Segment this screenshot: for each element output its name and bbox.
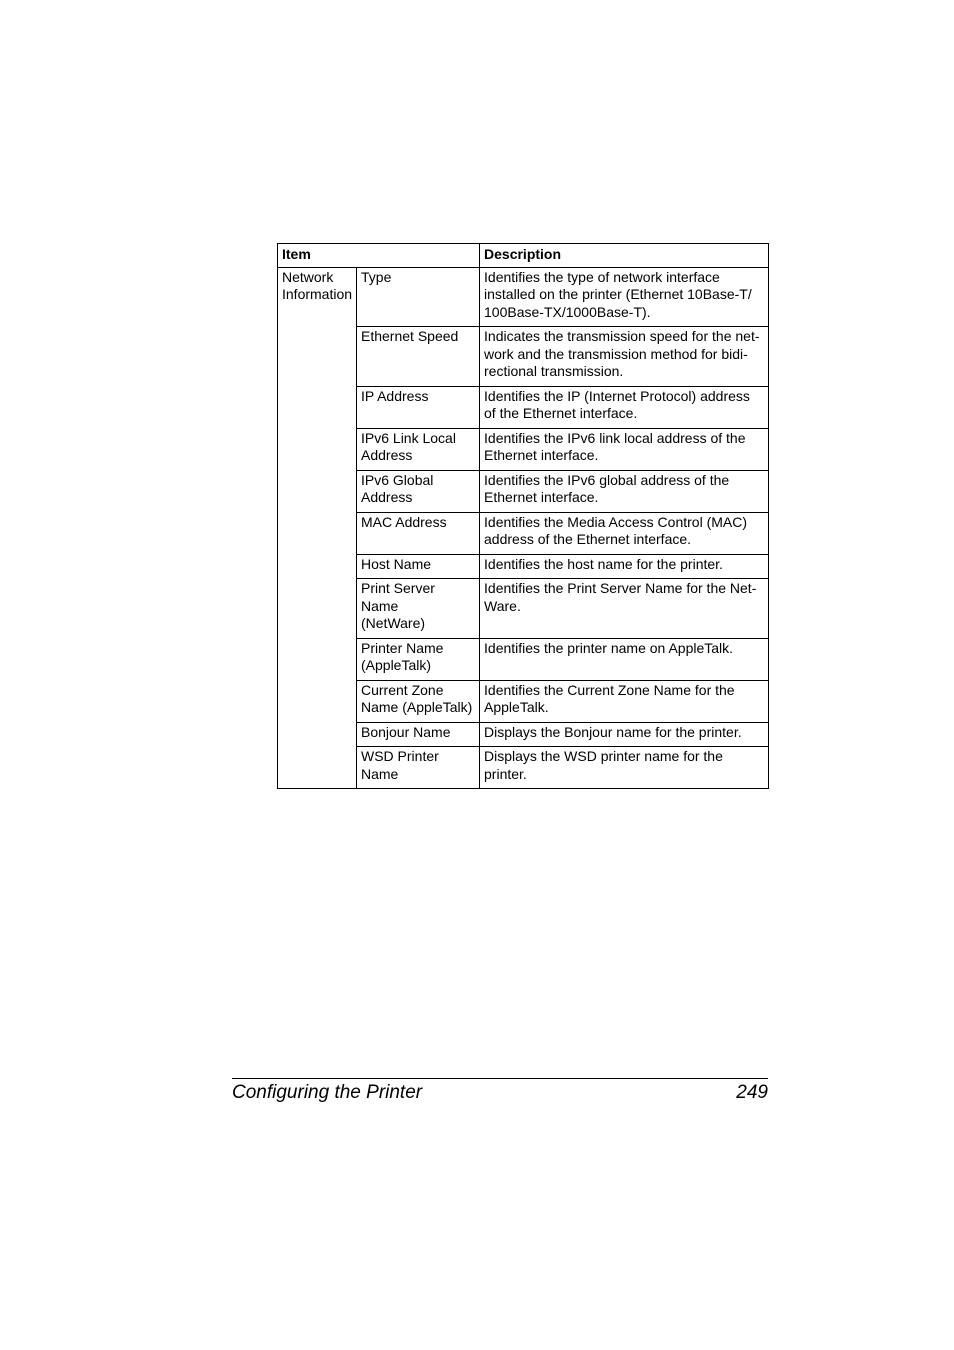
row-description: Identifies the Media Access Control (MAC) address of the Ethernet interface. bbox=[480, 512, 769, 554]
row-description: Displays the Bonjour name for the printer. bbox=[480, 722, 769, 747]
header-item: Item bbox=[278, 244, 480, 268]
row-item: Ethernet Speed bbox=[357, 327, 480, 387]
row-item: Printer Name (AppleTalk) bbox=[357, 638, 480, 680]
row-item: Print Server Name (NetWare) bbox=[357, 579, 480, 639]
page-number: 249 bbox=[736, 1082, 768, 1103]
row-item: IPv6 Global Address bbox=[357, 470, 480, 512]
row-description: Identifies the IPv6 global address of the Ethernet interface. bbox=[480, 470, 769, 512]
row-item: Current Zone Name (AppleTalk) bbox=[357, 680, 480, 722]
row-item: WSD Printer Name bbox=[357, 747, 480, 789]
footer-divider bbox=[232, 1078, 768, 1079]
row-item: MAC Address bbox=[357, 512, 480, 554]
row-description: Indicates the transmission speed for the net- work and the transmission method for bidi- rectional transmission. bbox=[480, 327, 769, 387]
footer-title: Configuring the Printer bbox=[232, 1082, 423, 1103]
header-description: Description bbox=[480, 244, 769, 268]
row-description: Identifies the host name for the printer. bbox=[480, 554, 769, 579]
table-row bbox=[278, 267, 769, 327]
row-item: IP Address bbox=[357, 386, 480, 428]
row-description: Identifies the IPv6 link local address of the Ethernet interface. bbox=[480, 428, 769, 470]
row-item: Host Name bbox=[357, 554, 480, 579]
row-item: Bonjour Name bbox=[357, 722, 480, 747]
row-item: IPv6 Link Local Address bbox=[357, 428, 480, 470]
row-description: Identifies the IP (Internet Protocol) address of the Ethernet interface. bbox=[480, 386, 769, 428]
row-description: Displays the WSD printer name for the printer. bbox=[480, 747, 769, 789]
network-information-table bbox=[277, 243, 769, 789]
row-description: Identifies the printer name on AppleTalk. bbox=[480, 638, 769, 680]
row-description: Identifies the type of network interface installed on the printer (Ethernet 10Base-T/ 100Base-TX/1000Base-T). bbox=[480, 267, 769, 327]
group-label-network-information: Network Information bbox=[278, 267, 357, 789]
row-item: Type bbox=[357, 267, 480, 327]
row-description: Identifies the Print Server Name for the Net- Ware. bbox=[480, 579, 769, 639]
table-header-row bbox=[278, 244, 769, 268]
row-description: Identifies the Current Zone Name for the AppleTalk. bbox=[480, 680, 769, 722]
